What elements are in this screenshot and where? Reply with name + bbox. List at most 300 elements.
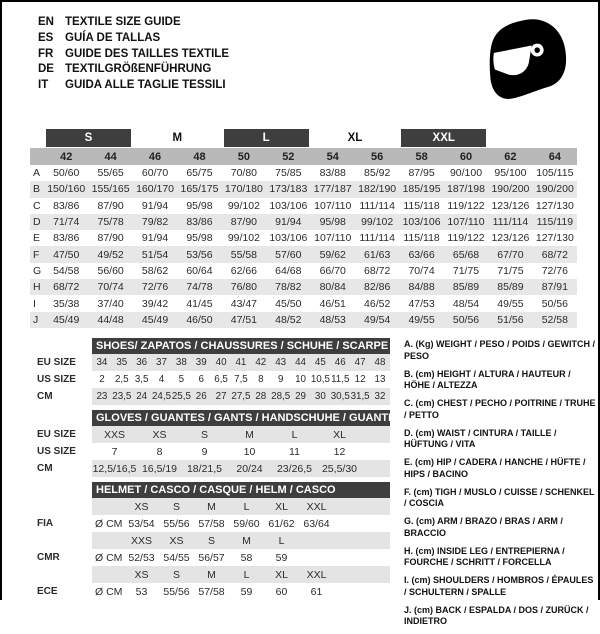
cell: 47/51 <box>230 313 258 326</box>
cell: S <box>200 428 208 441</box>
cell: 182/190 <box>358 183 397 196</box>
cell: 50/60 <box>53 167 80 180</box>
cell: 55/56 <box>163 585 190 598</box>
size-label-xxl: XXL <box>401 129 486 147</box>
cell: 65/68 <box>452 248 480 261</box>
guide-title: GUÍA DE TALLAS <box>65 31 161 44</box>
cell: 90/100 <box>449 167 483 180</box>
cell: 83/86 <box>53 199 80 212</box>
cell: 51/56 <box>497 313 524 326</box>
size-label-m: M <box>172 132 183 144</box>
cell: 83/86 <box>53 232 80 245</box>
cell: 24,5 <box>151 391 172 402</box>
cell: 42 <box>255 357 267 368</box>
cell: 30,5 <box>330 391 350 402</box>
cell: 187/198 <box>447 183 485 196</box>
cell: 150/160 <box>47 183 86 196</box>
cell: 49/52 <box>97 248 124 261</box>
cell: 28,5 <box>271 391 291 402</box>
cell: 111/114 <box>492 216 529 229</box>
cell: 64/68 <box>275 264 302 277</box>
cell: 58 <box>240 551 253 564</box>
cell: XS <box>152 428 167 441</box>
size-label-xl: XL <box>347 132 363 144</box>
cell: 46/50 <box>186 313 213 326</box>
diameter-unit: Ø CM <box>95 585 123 598</box>
cell: L <box>291 428 298 441</box>
row-letter: C <box>33 199 41 212</box>
cell: 36 <box>136 357 148 368</box>
row-label: CM <box>37 391 53 402</box>
row-values <box>44 314 577 326</box>
cell: M <box>207 568 216 581</box>
cell: 55/58 <box>230 248 258 261</box>
size-number: 46 <box>148 150 162 163</box>
cell: 48 <box>374 357 386 368</box>
row-values <box>92 426 390 443</box>
helmet-standard-band <box>30 498 390 532</box>
cell: 8 <box>258 374 264 385</box>
cell: 41/45 <box>186 297 213 310</box>
size-label-s: S <box>46 129 131 147</box>
title-spacer <box>30 338 92 354</box>
shoes-row <box>30 388 390 405</box>
cell: 123/126 <box>491 199 530 212</box>
cell: 91/94 <box>141 232 169 245</box>
row-values <box>44 200 577 212</box>
cell: 72/76 <box>141 281 169 294</box>
row-values <box>44 167 577 179</box>
legend-item: J. (cm) BACK / ESPALDA / DOS / ZURÜCK / INDIETRO <box>404 604 589 626</box>
cell: 65/75 <box>186 167 213 180</box>
cell: 95/98 <box>186 199 213 212</box>
cell: S <box>207 534 215 547</box>
cell: 83/86 <box>186 216 213 229</box>
cell: 83/88 <box>319 167 346 180</box>
cell: 2,5 <box>114 374 129 385</box>
row-letter: D <box>33 216 41 229</box>
legend-item: E. (cm) HIP / CADERA / HANCHE / HÜFTE / HIPS / BACINO <box>404 457 586 479</box>
size-number: 52 <box>282 150 295 163</box>
cell: 3,5 <box>134 374 149 385</box>
cell: XL <box>275 500 288 513</box>
row-values <box>92 549 390 566</box>
table-row <box>30 263 577 279</box>
cell: 47/53 <box>408 297 435 310</box>
row-values <box>44 298 577 310</box>
legend-item: B. (cm) HEIGHT / ALTURA / HAUTEUR / HÖHE / ALTEZZA <box>404 368 571 390</box>
cell: 12 <box>354 374 366 385</box>
cell: 48/52 <box>275 313 302 326</box>
cell: 123/126 <box>491 232 530 245</box>
gloves-row <box>30 460 390 477</box>
cell: 190/200 <box>535 183 574 196</box>
cell: 7 <box>111 445 118 458</box>
title-spacer <box>30 482 92 498</box>
cell: S <box>172 568 180 581</box>
row-label: EU SIZE <box>37 357 76 368</box>
cell: 47 <box>354 357 366 368</box>
cell: 115/118 <box>403 199 440 212</box>
cell: 49/55 <box>408 313 435 326</box>
cell: 11 <box>289 445 300 458</box>
helmet-standard-band <box>30 566 390 600</box>
cell: 10,5 <box>310 374 330 385</box>
cell: 103/106 <box>269 232 308 245</box>
cell: XXL <box>306 500 327 513</box>
table-row <box>30 246 577 262</box>
cell: 41 <box>235 357 247 368</box>
row-letter: B <box>33 183 41 196</box>
cell: 59 <box>275 551 288 564</box>
cell: 24 <box>136 391 148 402</box>
racing-helmet-icon <box>482 12 574 114</box>
row-values <box>44 232 577 244</box>
legend-item: A. (Kg) WEIGHT / PESO / POIDS / GEWITCH / PESO <box>404 339 596 361</box>
table-row <box>30 181 577 197</box>
cell: XXS <box>103 428 125 441</box>
row-letter: F <box>33 248 40 261</box>
cell: 4 <box>158 374 165 385</box>
helmet-values-row <box>30 549 390 566</box>
cell: XS <box>169 534 184 547</box>
standard-label: FIA <box>37 518 54 529</box>
row-letter: G <box>33 264 42 277</box>
cell: 60/64 <box>186 264 213 277</box>
language-code: ES <box>38 31 54 44</box>
cell: 56/57 <box>198 551 225 564</box>
shoes-row <box>30 371 390 388</box>
row-label: US SIZE <box>37 374 76 385</box>
cell: 31,5 <box>350 391 370 402</box>
cell: XL <box>333 428 346 441</box>
language-code: IT <box>38 79 49 92</box>
cell: 190/200 <box>491 183 530 196</box>
measurement-legend <box>404 339 598 634</box>
cell: 55/65 <box>97 167 124 180</box>
cell: 87/90 <box>97 232 124 245</box>
cell: 45/50 <box>275 297 302 310</box>
cell: 39/42 <box>141 297 169 310</box>
cell: 74/78 <box>186 281 213 294</box>
cell: 23,5 <box>112 391 132 402</box>
cell: 63/66 <box>408 248 435 261</box>
cell: 115/119 <box>536 216 574 229</box>
cell: 107/110 <box>314 232 352 245</box>
cell: M <box>207 500 216 513</box>
language-row <box>38 47 229 63</box>
shoes-rows <box>30 354 390 405</box>
cell: 55/56 <box>163 517 190 530</box>
helmet-standard-band <box>30 532 390 566</box>
row-values <box>44 265 577 277</box>
cell: 75/78 <box>97 216 124 229</box>
cell: 10 <box>295 374 306 385</box>
cell: 68/72 <box>364 264 391 277</box>
helmet-sizes-row <box>30 498 390 515</box>
cell: 99/102 <box>227 199 260 212</box>
cell: 25,5/30 <box>321 462 358 475</box>
cell: 103/106 <box>402 216 441 229</box>
row-label: US SIZE <box>37 446 76 457</box>
cell: 71/75 <box>497 264 524 277</box>
cell: 45/49 <box>53 313 80 326</box>
cell: 12 <box>333 445 346 458</box>
cell: 8 <box>156 445 163 458</box>
cell: 53/56 <box>186 248 213 261</box>
cell: 20/24 <box>236 462 263 475</box>
row-values <box>92 583 390 600</box>
cell: 82/86 <box>364 281 391 294</box>
shoes-title: SHOES/ ZAPATOS / CHAUSSURES / SCHUHE / SCARPE <box>92 338 390 354</box>
language-row <box>38 62 229 78</box>
cell: 57/58 <box>198 517 225 530</box>
cell: 99/102 <box>227 232 260 245</box>
gloves-table <box>30 410 390 477</box>
cell: 68/72 <box>53 281 80 294</box>
cell: 6,5 <box>214 374 228 385</box>
language-row <box>38 31 229 47</box>
cell: L <box>243 568 250 581</box>
cell: 45 <box>314 357 326 368</box>
cell: 95/98 <box>186 232 213 245</box>
cell: 99/102 <box>361 216 394 229</box>
size-number: 48 <box>193 150 206 163</box>
row-letter: A <box>33 167 41 180</box>
cell: 43/47 <box>230 297 258 310</box>
gloves-title-bar <box>30 410 390 426</box>
cell: M <box>242 534 251 547</box>
size-numbers <box>44 151 577 163</box>
cell: 45/49 <box>141 313 169 326</box>
cell: 95/100 <box>494 167 527 180</box>
diameter-unit: Ø CM <box>95 551 123 564</box>
cell: M <box>245 428 254 441</box>
cell: 18/21,5 <box>186 462 223 475</box>
cell: 50/56 <box>541 297 568 310</box>
row-sizes <box>92 498 390 515</box>
cell: 54/55 <box>163 551 190 564</box>
cell: 165/175 <box>180 183 219 196</box>
legend-item: I. (cm) SHOULDERS / HOMBROS / ÉPAULES / SCHULTERN / SPALLE <box>404 575 594 597</box>
row-sizes <box>92 532 390 549</box>
gloves-row <box>30 443 390 460</box>
cell: 59 <box>240 585 253 598</box>
cell: 9 <box>277 374 284 385</box>
cell: 67/70 <box>497 248 524 261</box>
cell: 103/106 <box>269 199 308 212</box>
legend-item: C. (cm) CHEST / PECHO / POITRINE / TRUHE / PETTO <box>404 398 596 420</box>
helmet-table <box>30 482 390 600</box>
helmet-sizes-row <box>30 532 390 549</box>
size-number: 64 <box>548 150 561 163</box>
row-letter: J <box>33 313 39 326</box>
cell: 53/54 <box>128 517 155 530</box>
cell: 107/110 <box>314 199 352 212</box>
cell: 111/114 <box>359 199 395 212</box>
cell: 47/50 <box>53 248 80 261</box>
cell: 115/118 <box>403 232 440 245</box>
row-values <box>92 354 390 371</box>
cell: 26 <box>195 391 207 402</box>
cell: 34 <box>96 357 108 368</box>
language-code: DE <box>38 63 54 76</box>
row-letter: H <box>33 281 41 294</box>
row-values <box>92 371 390 388</box>
cell: 85/92 <box>364 167 391 180</box>
cell: 44/48 <box>97 313 124 326</box>
size-number: 62 <box>504 150 517 163</box>
cell: XXS <box>130 534 152 547</box>
cell: 68/72 <box>541 248 568 261</box>
size-number-band <box>30 148 577 165</box>
cell: 91/94 <box>141 199 169 212</box>
cell: 50/56 <box>452 313 480 326</box>
cell: 185/195 <box>402 183 441 196</box>
row-sizes <box>92 566 390 583</box>
cell: 52/53 <box>128 551 155 564</box>
cell: 59/60 <box>233 517 260 530</box>
cell: 49/54 <box>364 313 391 326</box>
cell: 7,5 <box>234 374 248 385</box>
cell: XS <box>134 568 149 581</box>
guide-title: TEXTILGRÖßENFÜHRUNG <box>65 63 212 76</box>
gloves-rows <box>30 426 390 477</box>
cell: 155/165 <box>91 183 130 196</box>
cell: 61 <box>310 585 323 598</box>
cell: 75/85 <box>275 167 302 180</box>
row-letter: E <box>33 232 41 245</box>
size-number: 54 <box>326 150 339 163</box>
helmet-title: HELMET / CASCO / CASQUE / HELM / CASCO <box>92 482 390 498</box>
cell: 177/187 <box>313 183 352 196</box>
cell: 39 <box>195 357 207 368</box>
row-values <box>92 515 390 532</box>
cell: 12,5/16,5 <box>92 462 137 475</box>
cell: 57/58 <box>198 585 225 598</box>
cell: 60 <box>275 585 288 598</box>
textile-size-table <box>30 129 577 328</box>
cell: 37 <box>156 357 167 368</box>
table-row <box>30 165 577 181</box>
cell: 52/58 <box>541 313 568 326</box>
standard-label: CMR <box>37 552 60 563</box>
shoes-row <box>30 354 390 371</box>
cell: 85/89 <box>497 281 524 294</box>
cell: 70/80 <box>230 167 258 180</box>
cell: 38 <box>175 357 187 368</box>
language-code: EN <box>38 16 54 28</box>
cell: 46/52 <box>364 297 391 310</box>
cell: 13 <box>374 374 386 385</box>
cell: 95/98 <box>319 216 346 229</box>
row-values <box>92 460 390 477</box>
row-values <box>92 388 390 405</box>
cell: 76/80 <box>230 281 258 294</box>
helmet-values-row <box>30 515 390 532</box>
cell: 119/122 <box>447 232 485 245</box>
row-values <box>44 249 577 261</box>
cell: 6 <box>198 374 204 385</box>
cell: 63/64 <box>303 517 330 530</box>
cell: 56/60 <box>97 264 124 277</box>
cell: 25,5 <box>171 391 191 402</box>
gloves-row <box>30 426 390 443</box>
cell: L <box>243 500 250 513</box>
language-title-list <box>38 15 229 94</box>
cell: 51/54 <box>141 248 169 261</box>
cell: 85/89 <box>452 281 480 294</box>
cell: 16,5/19 <box>141 462 178 475</box>
cell: 173/183 <box>269 183 308 196</box>
row-values <box>44 216 577 228</box>
table-row <box>30 295 577 311</box>
cell: 105/115 <box>536 167 574 180</box>
cell: 70/74 <box>97 281 124 294</box>
cell: L <box>278 534 285 547</box>
cell: 48/53 <box>319 313 346 326</box>
cell: 23 <box>96 391 108 402</box>
cell: 87/91 <box>541 281 568 294</box>
shoes-table <box>30 338 390 405</box>
size-number: 58 <box>415 150 428 163</box>
cell: 35/38 <box>53 297 80 310</box>
gloves-title: GLOVES / GUANTES / GANTS / HANDSCHUHE / GUANTI <box>92 410 390 426</box>
cell: 43 <box>275 357 287 368</box>
cell: 27,5 <box>231 391 251 402</box>
cell: 30 <box>314 391 326 402</box>
cell: 61/63 <box>364 248 391 261</box>
cell: 119/122 <box>447 199 485 212</box>
cell: 87/90 <box>97 199 124 212</box>
cell: 10 <box>243 445 256 458</box>
cell: 72/76 <box>541 264 568 277</box>
cell: 107/110 <box>447 216 485 229</box>
cell: XS <box>134 500 149 513</box>
cell: 29 <box>295 391 306 402</box>
cell: 84/88 <box>408 281 435 294</box>
cell: 57/60 <box>275 248 302 261</box>
cell: 127/130 <box>535 199 574 212</box>
language-row <box>38 78 229 94</box>
cell: 127/130 <box>535 232 574 245</box>
row-label: CM <box>37 463 53 474</box>
cell: 9 <box>201 445 208 458</box>
legend-item: F. (cm) TIGH / MUSLO / CUISSE / SCHENKEL / COSCIA <box>404 486 595 508</box>
cell: 11,5 <box>331 374 350 385</box>
helmet-bands <box>30 498 390 600</box>
standard-label: ECE <box>37 586 58 597</box>
cell: 78/82 <box>275 281 302 294</box>
cell: 58/62 <box>141 264 169 277</box>
cell: 70/74 <box>408 264 435 277</box>
size-number: 60 <box>459 150 473 163</box>
cell: 40 <box>215 357 227 368</box>
cell: XXL <box>306 568 327 581</box>
size-label-l: L <box>224 129 309 147</box>
cell: S <box>172 500 180 513</box>
cell: 28 <box>255 391 267 402</box>
title-spacer <box>30 410 92 426</box>
table-row <box>30 214 577 230</box>
cell: 80/84 <box>319 281 346 294</box>
measurement-rows <box>30 165 577 328</box>
row-values <box>44 183 577 195</box>
cell: 2 <box>99 374 105 385</box>
cell: 61/62 <box>268 517 295 530</box>
cell: 71/75 <box>452 264 480 277</box>
cell: 27 <box>215 391 227 402</box>
